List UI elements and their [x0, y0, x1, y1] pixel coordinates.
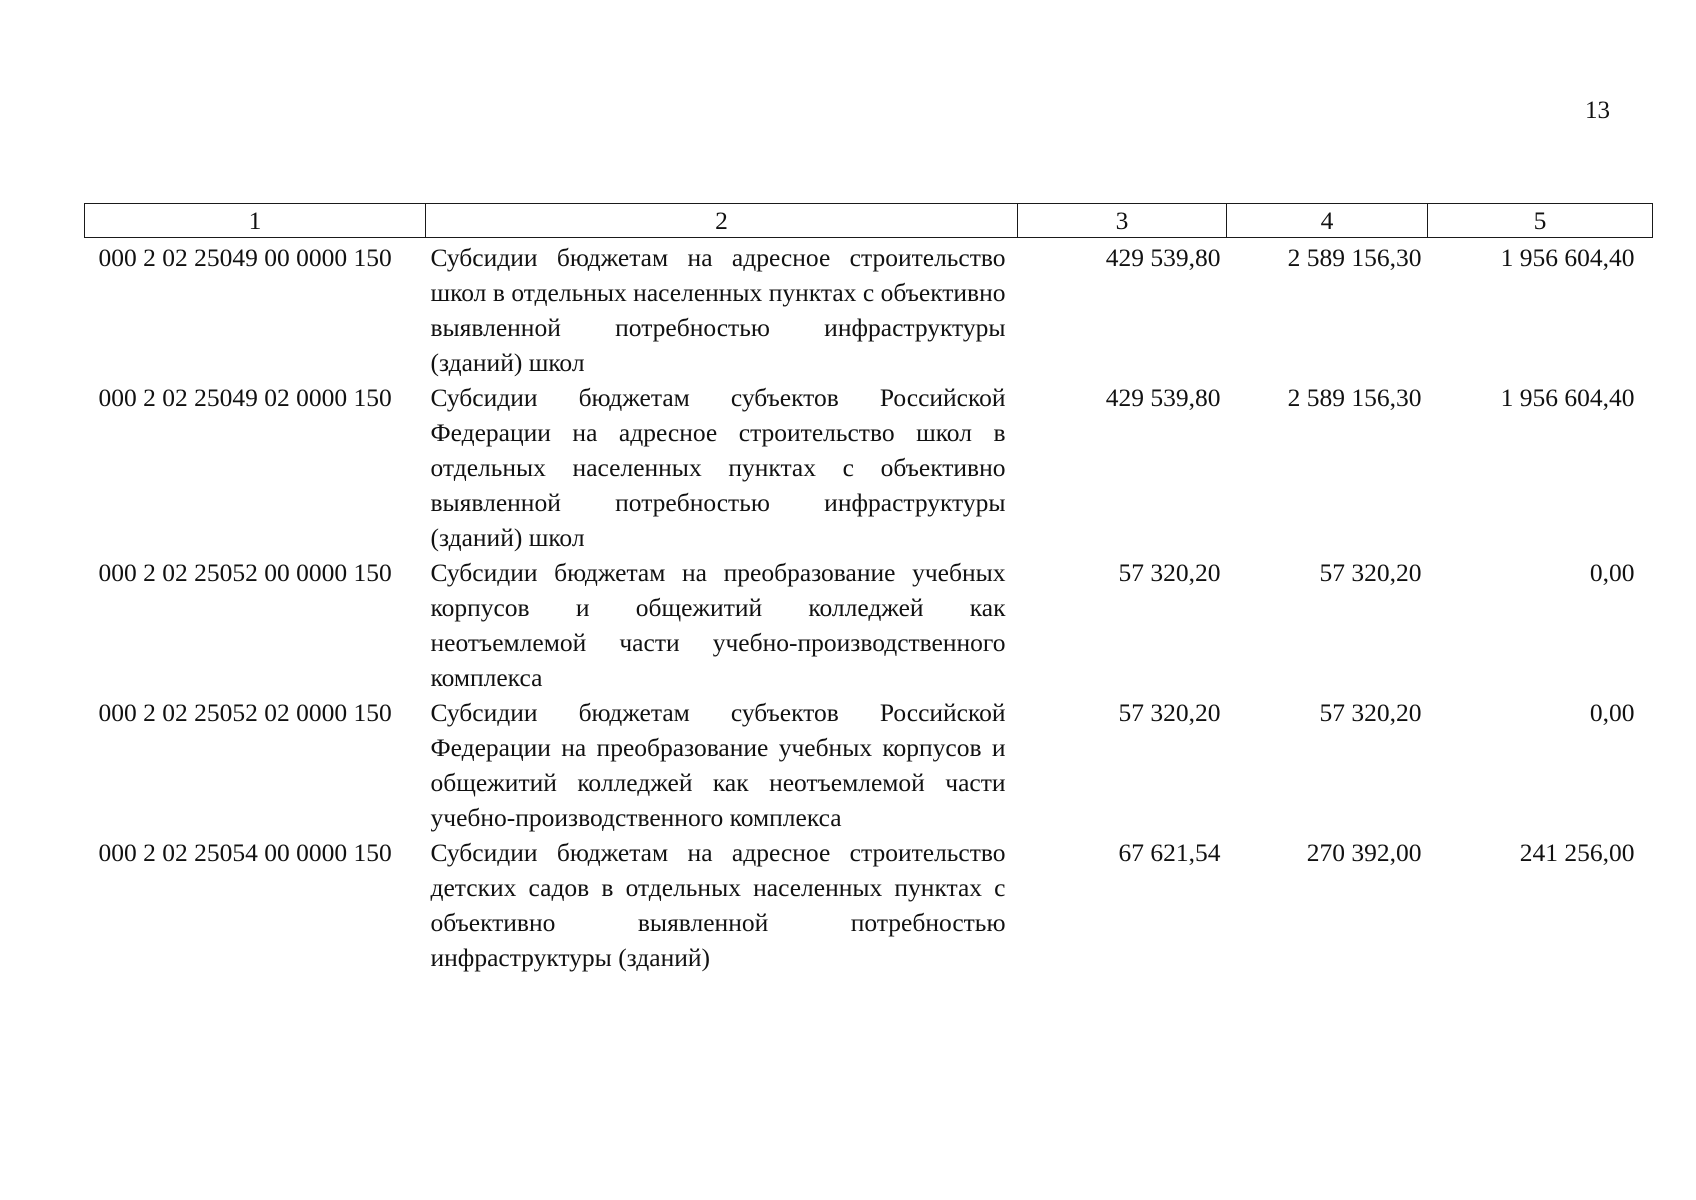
table-row: [85, 835, 1653, 975]
value-column-4: 2 589 156,30: [1287, 383, 1422, 412]
value-column-3: 429 539,80: [1105, 383, 1221, 412]
row-description: Субсидии бюджетам на адресное строительство школ в отдельных населенных пунктах с объективно выявленной потребностью инфраструктуры (зданий) школ: [430, 243, 1006, 377]
table-body: [85, 238, 1653, 976]
row-description: Субсидии бюджетам на преобразование учебных корпусов и общежитий колледжей как неотъемлемой части учебно-производственного комплекса: [430, 558, 1006, 692]
value-column-5: 0,00: [1589, 698, 1635, 727]
value-column-3: 57 320,20: [1118, 698, 1221, 727]
value-column-3: 57 320,20: [1118, 558, 1221, 587]
table-row: [85, 695, 1653, 835]
header-column-2: 2: [426, 204, 1018, 238]
budget-code: 000 2 02 25049 00 0000 150: [98, 243, 392, 272]
value-column-5: 1 956 604,40: [1500, 383, 1635, 412]
row-description: Субсидии бюджетам субъектов Российской Федерации на преобразование учебных корпусов и общежитий колледжей как неотъемлемой части учебно-производственного комплекса: [430, 698, 1006, 832]
value-column-5: 1 956 604,40: [1500, 243, 1635, 272]
budget-table: [84, 203, 1653, 975]
header-column-1: 1: [85, 204, 426, 238]
value-column-4: 57 320,20: [1319, 698, 1422, 727]
row-description: Субсидии бюджетам на адресное строительство детских садов в отдельных населенных пунктах с объективно выявленной потребностью инфраструктуры (зданий): [430, 838, 1006, 972]
budget-code: 000 2 02 25052 02 0000 150: [98, 698, 392, 727]
value-column-3: 429 539,80: [1105, 243, 1221, 272]
value-column-5: 0,00: [1589, 558, 1635, 587]
value-column-5: 241 256,00: [1519, 838, 1635, 867]
value-column-3: 67 621,54: [1118, 838, 1221, 867]
table-row: [85, 380, 1653, 555]
table-row: [85, 238, 1653, 381]
row-description: Субсидии бюджетам субъектов Российской Федерации на адресное строительство школ в отдельных населенных пунктах с объективно выявленной потребностью инфраструктуры (зданий) школ: [430, 383, 1006, 552]
page-number: 13: [1585, 97, 1610, 124]
header-column-5: 5: [1428, 204, 1653, 238]
budget-code: 000 2 02 25054 00 0000 150: [98, 838, 392, 867]
table-row: [85, 555, 1653, 695]
header-row: [85, 204, 1653, 238]
table-header: [85, 204, 1653, 238]
budget-code: 000 2 02 25049 02 0000 150: [98, 383, 392, 412]
header-column-3: 3: [1018, 204, 1227, 238]
value-column-4: 270 392,00: [1306, 838, 1422, 867]
budget-code: 000 2 02 25052 00 0000 150: [98, 558, 392, 587]
value-column-4: 57 320,20: [1319, 558, 1422, 587]
header-column-4: 4: [1227, 204, 1428, 238]
value-column-4: 2 589 156,30: [1287, 243, 1422, 272]
